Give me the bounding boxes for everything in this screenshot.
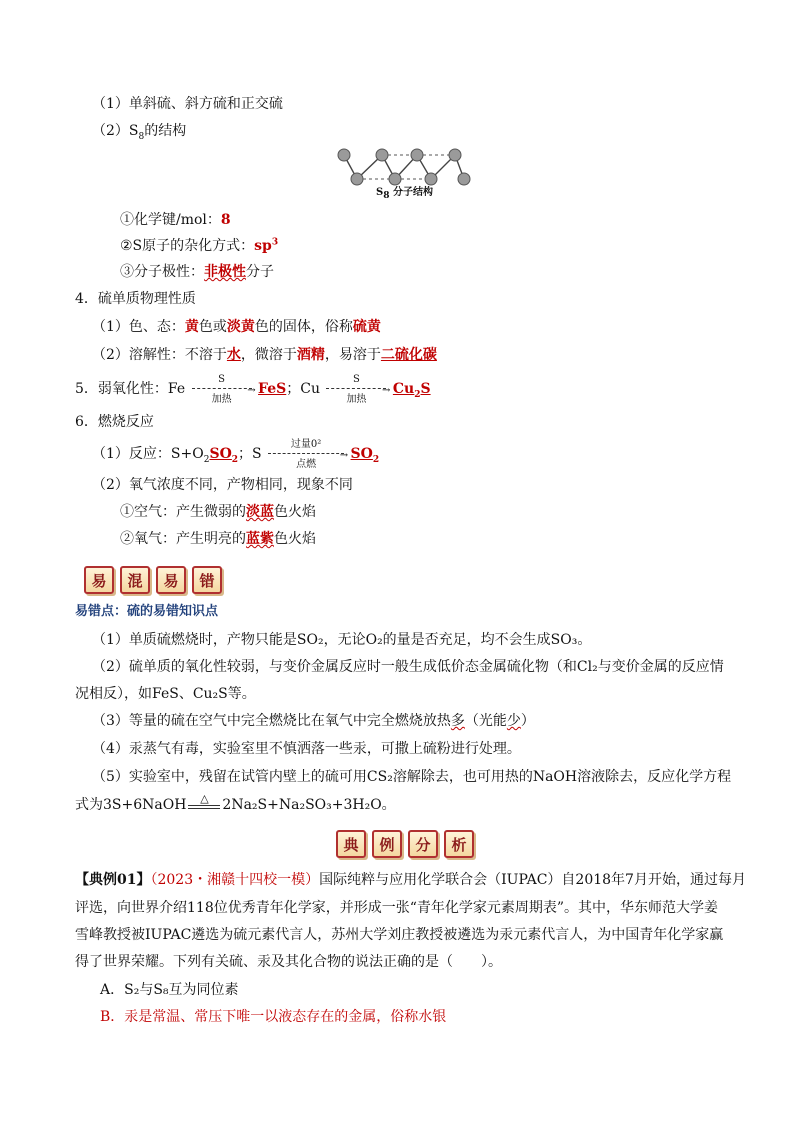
combustion-o2: ②氧气：产生明亮的蓝紫色火焰 bbox=[120, 531, 316, 547]
example-question-line4: 得了世界荣耀。下列有关硫、汞及其化合物的说法正确的是（ ）。 bbox=[75, 954, 502, 970]
banner-badge: 易 bbox=[84, 566, 114, 594]
mistake-p4: （4）汞蒸气有毒，实验室里不慎洒落一些汞，可撒上硫粉进行处理。 bbox=[92, 741, 521, 757]
heating-equals: △ bbox=[186, 795, 222, 815]
banner-badge: 分 bbox=[408, 830, 438, 858]
example-question-line2: 评选，向世界介绍118位优秀青年化学家，并形成一张“青年化学家元素周期表”。其中，华东师范大学姜 bbox=[75, 900, 719, 916]
option-a: A．S₂与S₈互为同位素 bbox=[100, 982, 239, 998]
mistake-p1: （1）单质硫燃烧时，产物只能是SO₂，无论O₂的量是否充足，均不会生成SO₃。 bbox=[92, 632, 592, 648]
mistakes-heading: 易错点：硫的易错知识点 bbox=[75, 604, 219, 619]
banner-badge: 析 bbox=[444, 830, 474, 858]
combustion-reaction: （1）反应：$S+O_2SO_2$；S 过量0² → 点燃 $SO_2$ bbox=[92, 439, 380, 470]
mistake-p5b: 式为3S+6NaOH △ 2Na₂S+Na₂SO₃+3H₂O。 bbox=[75, 792, 396, 813]
mistake-p2a: （2）硫单质的氧化性较弱，与变价金属反应时一般生成低价态金属硫化物（和Cl₂与变价金属的反应情 bbox=[92, 659, 724, 675]
combustion-air: ①空气：产生微弱的淡蓝色火焰 bbox=[120, 504, 316, 520]
example-question-line3: 雪峰教授被IUPAC遴选为硫元素代言人，苏州大学刘庄教授被遴选为汞元素代言人，为中国青年化学家赢 bbox=[75, 927, 724, 943]
option-b: B．汞是常温、常压下唯一以液态存在的金属，俗称水银 bbox=[100, 1009, 447, 1025]
reaction-arrow: 过量0² → 点燃 bbox=[266, 444, 346, 464]
combustion-oxygen: （2）氧气浓度不同，产物相同，现象不同 bbox=[92, 477, 353, 493]
banner-badge: 混 bbox=[120, 566, 150, 594]
reaction-arrow: S → 加热 bbox=[190, 379, 254, 399]
physical-color: （1）色、态：黄色或淡黄色的固体，俗称硫黄 bbox=[92, 319, 381, 335]
mistakes-banner bbox=[84, 566, 222, 594]
banner-badge: 错 bbox=[192, 566, 222, 594]
physical-solubility: （2）溶解性：不溶于水，微溶于酒精，易溶于二硫化碳 bbox=[92, 347, 437, 363]
banner-badge: 易 bbox=[156, 566, 186, 594]
s8-hybrid: ②S原子的杂化方式：$sp^3$ bbox=[120, 237, 279, 254]
example-question-line1: 【典例01】（2023・湘赣十四校一模）国际纯粹与应用化学联合会（IUPAC）自2018年7月开始，通过每月 bbox=[75, 872, 746, 888]
s8-item2: $(2)S_8$的结构 bbox=[92, 123, 187, 142]
physical-title: 4．硫单质物理性质 bbox=[75, 291, 196, 307]
s8-caption: $S_8$ 分子结构 bbox=[376, 187, 433, 201]
s8-item1: （1）单斜硫、斜方硫和正交硫 bbox=[92, 96, 283, 112]
mistake-p2b: 况相反），如FeS、Cu₂S等。 bbox=[75, 686, 256, 702]
mistake-p3: （3）等量的硫在空气中完全燃烧比在氧气中完全燃烧放热多（光能少） bbox=[92, 713, 535, 729]
reaction-arrow: S → 加热 bbox=[324, 379, 388, 399]
banner-badge: 例 bbox=[372, 830, 402, 858]
examples-banner bbox=[336, 830, 474, 858]
combustion-title: 6．燃烧反应 bbox=[75, 414, 154, 430]
oxidation-line: 5．弱氧化性：Fe S → 加热 FeS；Cu S → 加热 $Cu_2S$ bbox=[75, 374, 431, 405]
s8-polarity: ③分子极性：非极性分子 bbox=[120, 264, 274, 280]
s8-bond: ①化学键/mol：8 bbox=[120, 212, 231, 228]
banner-badge: 典 bbox=[336, 830, 366, 858]
mistake-p5a: （5）实验室中，残留在试管内壁上的硫可用CS₂溶解除去，也可用热的NaOH溶液除去，反应化学方程 bbox=[92, 769, 732, 785]
